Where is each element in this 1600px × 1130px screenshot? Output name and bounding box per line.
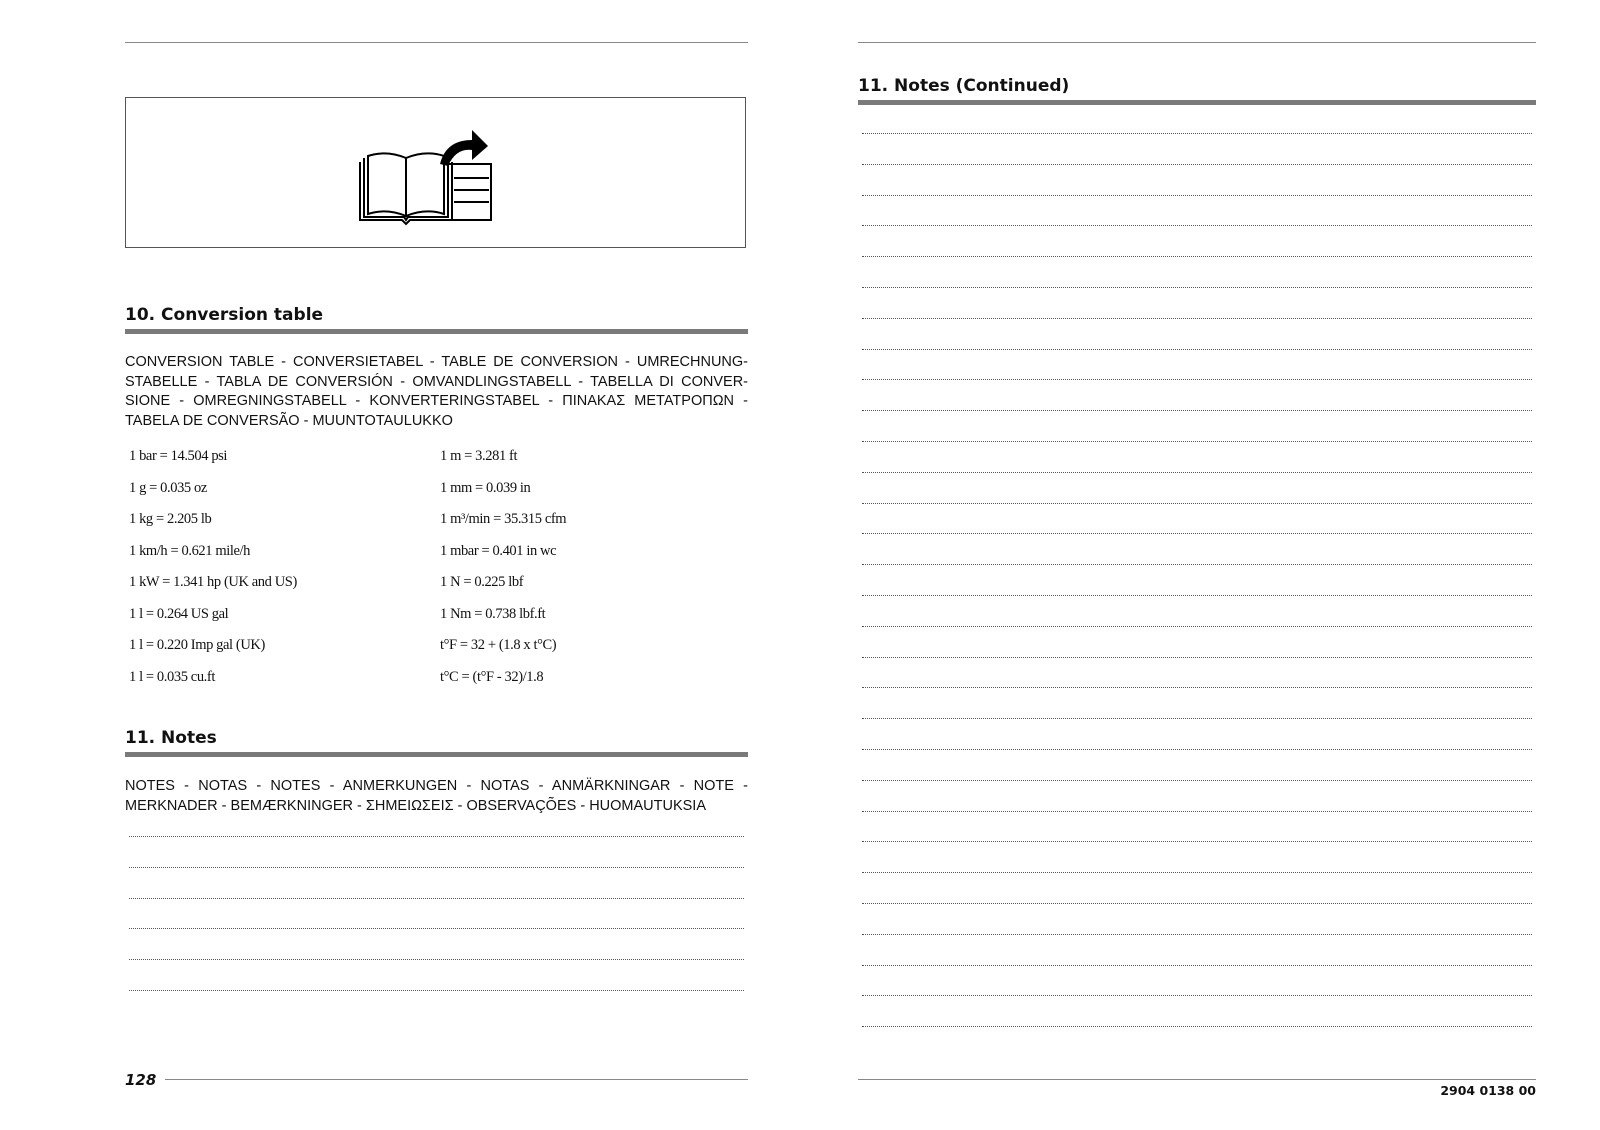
note-line <box>862 564 1532 565</box>
document-code: 2904 0138 00 <box>1440 1083 1536 1098</box>
note-line <box>862 225 1532 226</box>
note-line <box>129 867 744 868</box>
table-cell: 1 mm = 0.039 in <box>440 479 531 496</box>
note-line <box>129 836 744 837</box>
note-line <box>862 410 1532 411</box>
table-row <box>129 637 729 669</box>
notes-multilang-text: NOTES - NOTAS - NOTES - ANMERKUNGEN - NOTAS - ANMÄRKNINGAR - NOTE - MERKNADER - BEMÆRKNINGER - ΣΗΜΕΙΩΣΕΙΣ - OBSERVAÇÕES - HUOMAUTUKSIA <box>125 778 748 814</box>
note-line <box>862 287 1532 288</box>
note-line <box>862 318 1532 319</box>
table-row <box>129 574 729 606</box>
table-cell: 1 Nm = 0.738 lbf.ft <box>440 605 546 622</box>
note-line <box>862 1026 1532 1027</box>
table-row <box>129 448 729 480</box>
table-row <box>129 543 729 575</box>
table-cell: 1 kg = 2.205 lb <box>129 511 212 527</box>
note-line <box>862 379 1532 380</box>
table-row <box>129 511 729 543</box>
note-line <box>862 472 1532 473</box>
book-page-turn-icon <box>354 124 502 226</box>
note-line <box>129 928 744 929</box>
note-line <box>862 657 1532 658</box>
table-cell: 1 bar = 14.504 psi <box>129 448 228 464</box>
table-cell: t°C = (t°F - 32)/1.8 <box>440 668 544 685</box>
header-rule <box>125 42 748 43</box>
note-line <box>862 164 1532 165</box>
note-line <box>862 441 1532 442</box>
conversion-heading: 10. Conversion table <box>125 305 748 334</box>
note-line <box>862 965 1532 966</box>
page-number: 128 <box>125 1071 157 1089</box>
table-row <box>129 480 729 512</box>
table-cell: 1 mbar = 0.401 in wc <box>440 542 557 559</box>
table-row <box>129 669 729 701</box>
header-rule <box>858 42 1536 43</box>
table-cell: t°F = 32 + (1.8 x t°C) <box>440 637 557 653</box>
right-page <box>858 0 1536 1130</box>
conversion-multilang-text: CONVERSION TABLE - CONVERSIETABEL - TABLE DE CONVERSION - UMRECHNUNG-STABELLE - TABLA DE CONVERSIÓN - OMVANDLINGSTABELL - TABELLA DI CONVER-SIONE - OMREGNINGSTABELL - KONVERTERINGSTABEL - ΠΙΝΑΚΑΣ ΜΕΤΑΤΡΟΠΩΝ - TABELA DE CONVERSÃO - MUUNTOTAULUKKO <box>125 354 748 429</box>
manual-reference-figure <box>125 97 746 248</box>
table-cell: 1 m³/min = 35.315 cfm <box>440 511 567 527</box>
note-line <box>862 934 1532 935</box>
note-line <box>862 872 1532 873</box>
note-line <box>862 841 1532 842</box>
notes-heading: 11. Notes <box>125 728 748 757</box>
footer-rule <box>165 1079 748 1080</box>
note-line <box>862 718 1532 719</box>
table-cell: 1 m = 3.281 ft <box>440 448 518 464</box>
left-page <box>125 0 748 1130</box>
note-line <box>862 903 1532 904</box>
table-row <box>129 606 729 638</box>
note-line <box>862 626 1532 627</box>
table-cell: 1 l = 0.035 cu.ft <box>129 668 215 685</box>
note-line <box>862 256 1532 257</box>
note-line <box>862 195 1532 196</box>
table-cell: 1 l = 0.264 US gal <box>129 605 229 622</box>
note-line <box>862 687 1532 688</box>
table-cell: 1 N = 0.225 lbf <box>440 574 524 590</box>
note-line <box>862 780 1532 781</box>
table-cell: 1 kW = 1.341 hp (UK and US) <box>129 574 297 590</box>
note-line <box>862 133 1532 134</box>
note-line <box>129 990 744 991</box>
note-line <box>862 749 1532 750</box>
table-cell: 1 g = 0.035 oz <box>129 479 207 496</box>
note-line <box>862 595 1532 596</box>
note-line <box>862 349 1532 350</box>
note-line <box>129 959 744 960</box>
note-line <box>862 503 1532 504</box>
note-line <box>129 898 744 899</box>
conversion-table <box>129 448 729 700</box>
notes-continued-heading: 11. Notes (Continued) <box>858 76 1536 105</box>
note-line <box>862 811 1532 812</box>
footer-rule <box>858 1079 1536 1080</box>
note-line <box>862 533 1532 534</box>
table-cell: 1 km/h = 0.621 mile/h <box>129 542 251 559</box>
table-cell: 1 l = 0.220 Imp gal (UK) <box>129 637 265 653</box>
note-line <box>862 995 1532 996</box>
